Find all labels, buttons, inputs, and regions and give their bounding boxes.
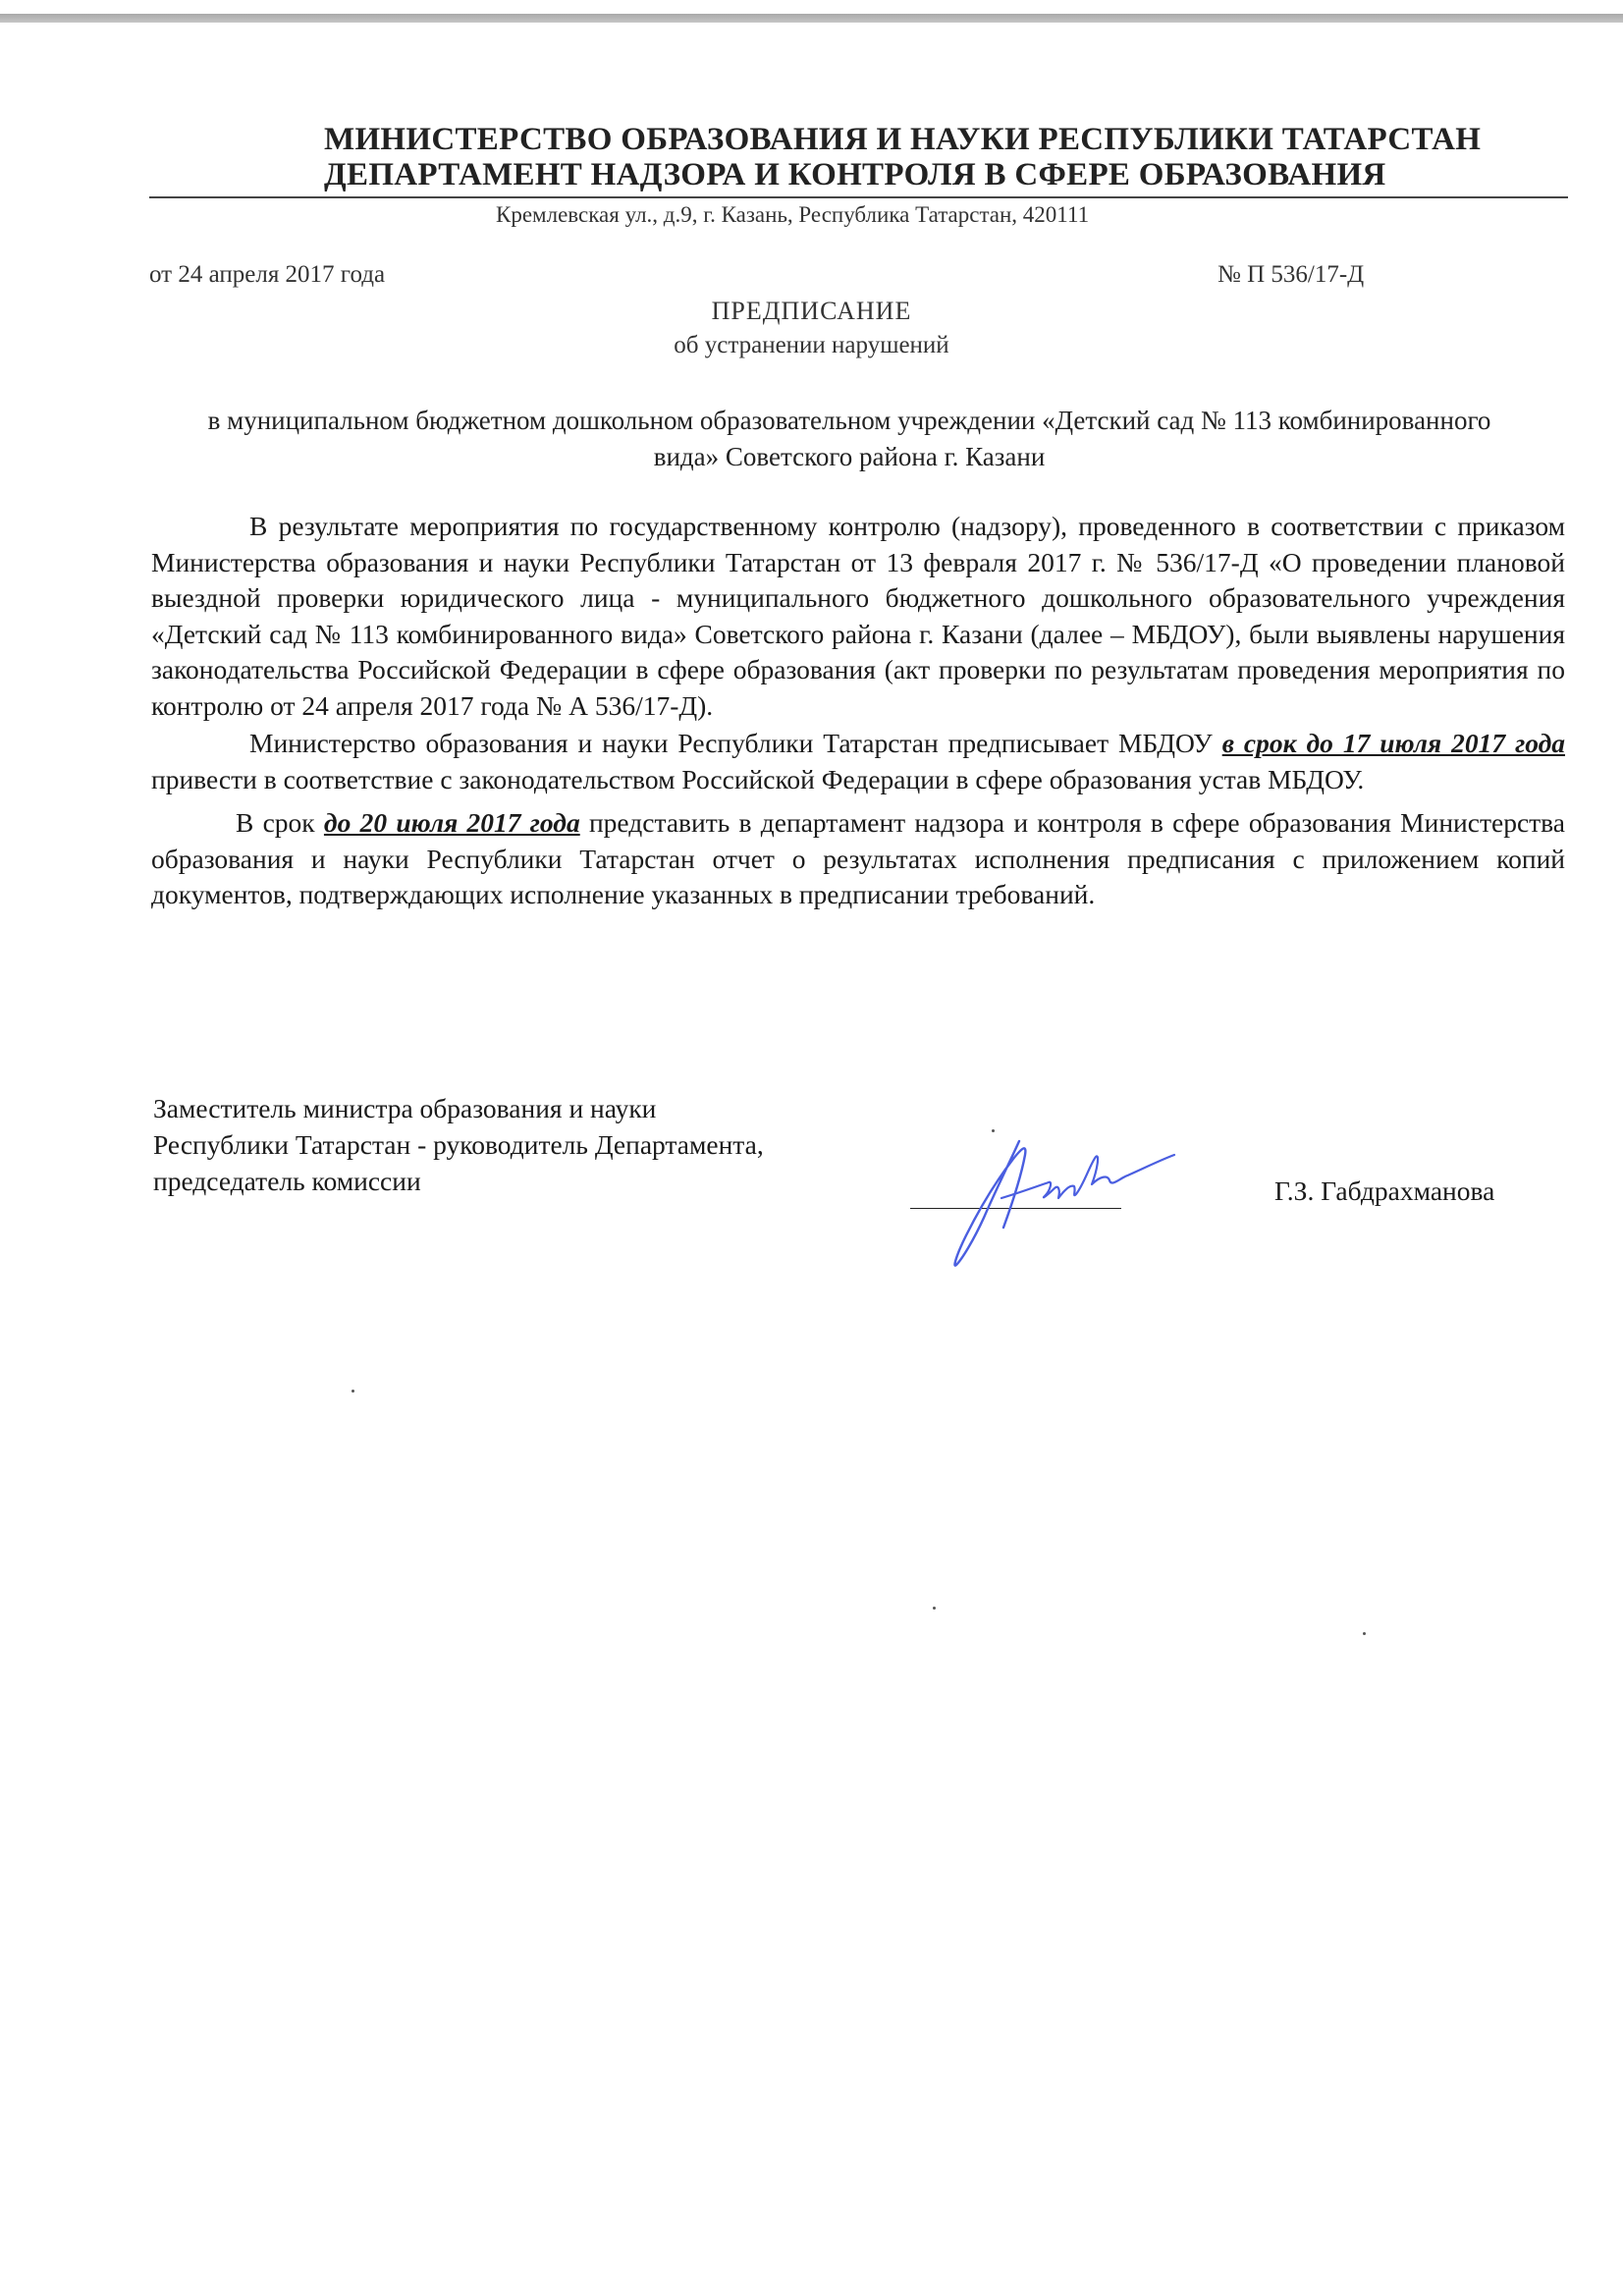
paragraph-report <box>151 805 1565 913</box>
position-line-2: Республики Татарстан - руководитель Департамента, <box>153 1129 764 1160</box>
position-line-3: председатель комиссии <box>153 1166 421 1196</box>
paragraph-report-rest: представить в департамент надзора и контроля в сфере образования Министерства образования и науки Республики Татарстан отчет о результатах исполнения предписания с приложением копий документов, подтверждающих исполнение указанных в предписании требований. <box>151 807 1565 909</box>
position-line-1: Заместитель министра образования и науки <box>153 1093 657 1123</box>
scan-speck <box>352 1390 354 1393</box>
paragraph-order <box>151 726 1565 797</box>
address: Кремлевская ул., д.9, г. Казань, Республика Татарстан, 420111 <box>496 202 1090 227</box>
ministry-heading: МИНИСТЕРСТВО ОБРАЗОВАНИЯ И НАУКИ РЕСПУБЛИКИ ТАТАРСТАН <box>324 122 1482 157</box>
scan-speck <box>1363 1632 1366 1635</box>
deadline-charter: в срок до 17 июля 2017 года <box>1221 728 1566 758</box>
handwritten-signature <box>943 1129 1178 1277</box>
deadline-report: до 20 июля 2017 года <box>323 807 580 838</box>
document-body <box>151 509 1565 913</box>
document-date: от 24 апреля 2017 года <box>149 261 386 288</box>
header-divider <box>149 196 1568 198</box>
paragraph-order-intro: Министерство образования и науки Республики Татарстан предписывает МБДОУ <box>249 728 1222 758</box>
paragraph-order-rest: привести в соответствие с законодательством Российской Федерации в сфере образования устав МБДОУ. <box>151 763 1365 794</box>
document-number: № П 536/17-Д <box>1217 261 1365 288</box>
document-subtitle: об устранении нарушений <box>674 332 949 358</box>
paragraph-report-intro: В срок <box>236 807 324 838</box>
document-title: ПРЕДПИСАНИЕ <box>711 297 912 325</box>
paragraph-findings: В результате мероприятия по государственному контролю (надзору), проведенного в соответствии с приказом Министерства образования и науки Республики Татарстан от 13 февраля 2017 г. № 536/17-Д «О проведении плановой выездной проверки юридического лица - муниципального бюджетного дошкольного образовательного учреждения «Детский сад № 113 комбинированного вида» Советского района г. Казани (далее – МБДОУ), были выявлены нарушения законодательства Российской Федерации в сфере образования (акт проверки по результатам проведения мероприятия по контролю от 24 апреля 2017 года № А 536/17-Д). <box>151 511 1565 721</box>
signatory-name: Г.З. Габдрахманова <box>1274 1175 1495 1206</box>
signatory-position <box>153 1090 764 1199</box>
scan-speck <box>933 1607 936 1610</box>
department-heading: ДЕПАРТАМЕНТ НАДЗОРА И КОНТРОЛЯ В СФЕРЕ ОБРАЗОВАНИЯ <box>324 157 1386 192</box>
scan-edge <box>0 14 1623 23</box>
institution-name: в муниципальном бюджетном дошкольном образовательном учреждении «Детский сад № 113 комбинированного вида» Советского района г. Казани <box>207 406 1491 471</box>
scan-speck <box>992 1129 995 1132</box>
